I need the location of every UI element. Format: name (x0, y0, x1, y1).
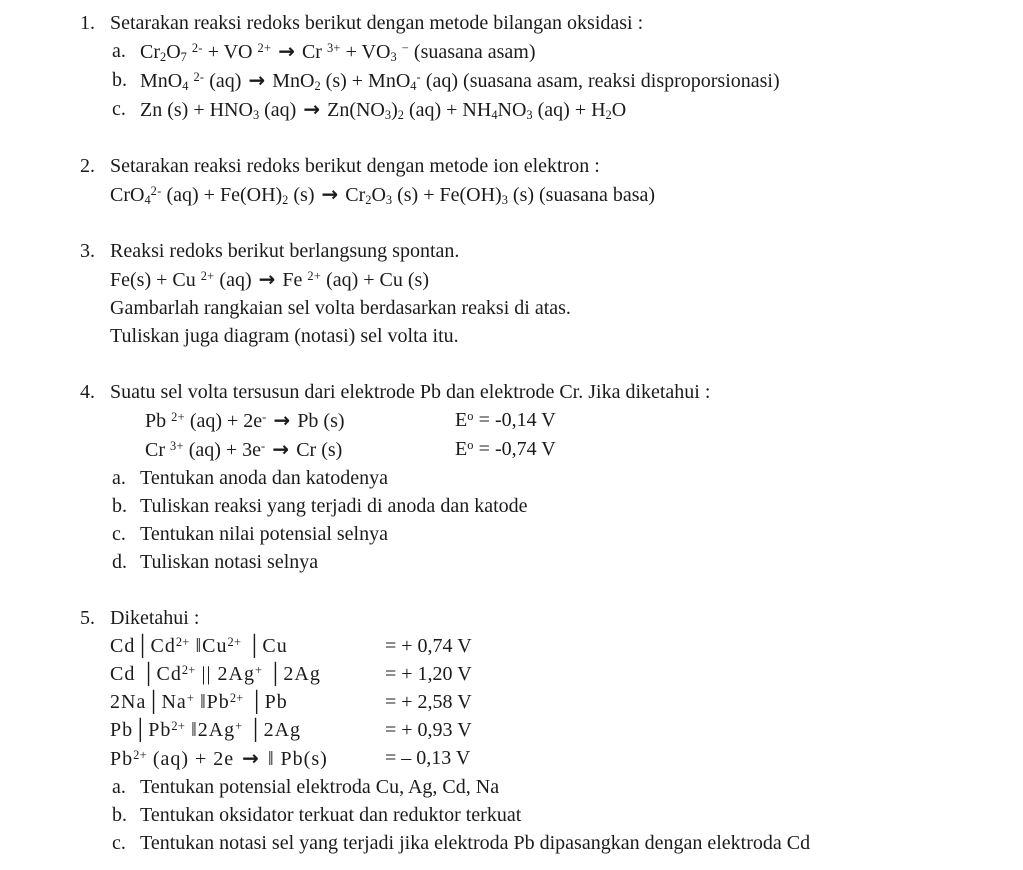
cell-potential: = – 0,13 V (385, 747, 471, 769)
cell-potential: = + 0,93 V (385, 719, 472, 741)
chemical-equation: Fe(s) + Cu $^{2+}$ (aq) → Fe $^{2+}$ (aq) + Cu (s) (110, 267, 429, 291)
question-5-part-c (112, 829, 1013, 857)
chemical-equation: Pb $^{2+}$ (aq) + 2e- → Pb (s) (145, 408, 345, 432)
right-arrow-icon: → (273, 408, 291, 432)
cell-notation-row (110, 716, 1013, 744)
part-text: Tentukan nilai potensial selnya (140, 523, 388, 545)
question-number: 1. (80, 12, 95, 34)
question-title: Suatu sel volta tersusun dari elektrode Pb dan elektrode Cr. Jika diketahui : (110, 381, 711, 403)
right-arrow-icon: → (321, 182, 339, 206)
right-arrow-icon: → (248, 68, 266, 92)
standard-potential: $E^o = -0,74$ V (455, 437, 556, 460)
question-3 (80, 237, 1013, 350)
cell-notation: $Cd│Cd^{2+}$ $‖Cu^{2+}$ │Cu (110, 634, 288, 657)
part-label: a. (112, 467, 126, 489)
cell-notation: $Pb^{2+}$ (aq) + 2e → ‖ Pb(s) (110, 746, 328, 770)
instruction-text: Gambarlah rangkaian sel volta berdasarkan reaksi di atas. (110, 297, 571, 319)
chemical-equation: MnO$_4$ $^{2-}$ (aq) → MnO$_2$ (s) + MnO$_4$- (aq) (suasana asam, reaksi disproporsionasi) (140, 68, 780, 94)
question-title: Diketahui : (110, 607, 200, 629)
question-4-part-c (112, 520, 1013, 548)
cell-notation-row (110, 744, 1013, 773)
instruction-text: Tuliskan juga diagram (notasi) sel volta itu. (110, 325, 459, 347)
part-label: b. (112, 804, 127, 826)
question-1 (80, 9, 1013, 124)
part-label: a. (112, 40, 126, 62)
part-text: Tentukan potensial elektroda Cu, Ag, Cd, Na (140, 776, 500, 798)
question-2 (80, 152, 1013, 209)
question-5-part-b (112, 801, 1013, 829)
half-reaction-row (145, 435, 1013, 464)
standard-potential: $E^o = -0,14$ V (455, 408, 556, 431)
question-number: 5. (80, 607, 95, 629)
question-1-part-c (112, 95, 1013, 124)
cell-notation: 2Na│Na+ $‖Pb^{2+}$ │Pb (110, 690, 288, 713)
right-arrow-icon: → (303, 97, 321, 121)
question-1-part-a (112, 37, 1013, 66)
chemical-equation: $Cr_2O_7$ $^{2-}$ + VO $^{2+}$ → Cr $^{3+} + VO_3$ − (suasana asam) (140, 39, 536, 65)
part-label: c. (112, 98, 126, 120)
part-label: d. (112, 551, 127, 573)
part-label: c. (112, 832, 126, 854)
part-label: c. (112, 523, 126, 545)
question-5-part-a (112, 773, 1013, 801)
question-1-part-b (112, 66, 1013, 95)
question-4-part-b (112, 492, 1013, 520)
chemical-equation: Cr $^{3+}$ (aq) + 3e- → Cr (s) (145, 437, 343, 461)
cell-notation-row (110, 660, 1013, 688)
half-reaction-row (145, 406, 1013, 435)
question-number: 3. (80, 240, 95, 262)
right-arrow-icon: → (258, 267, 276, 291)
question-5 (80, 604, 1013, 857)
right-arrow-icon: → (242, 746, 260, 770)
part-label: b. (112, 69, 127, 91)
cell-notation-row (110, 632, 1013, 660)
chemical-equation: Zn $(s) + HNO_3$ $(aq) \to Zn(NO_3)_2$ $(aq) + NH_4NO_3$ $(aq) + H_2O$ (140, 97, 627, 123)
part-text: Tuliskan notasi selnya (140, 551, 319, 573)
question-4-part-d (112, 548, 1013, 576)
question-title: Reaksi redoks berikut berlangsung spontan. (110, 240, 460, 262)
right-arrow-icon: → (278, 39, 295, 63)
part-label: b. (112, 495, 127, 517)
question-number: 2. (80, 155, 95, 177)
question-4-part-a (112, 464, 1013, 492)
question-title: Setarakan reaksi redoks berikut dengan metode bilangan oksidasi : (110, 12, 644, 34)
part-text: Tentukan anoda dan katodenya (140, 467, 388, 489)
cell-potential: = + 2,58 V (385, 691, 472, 713)
cell-notation: $Pb│Pb^{2+}$ ‖2Ag+ │2Ag (110, 718, 302, 741)
right-arrow-icon: → (272, 437, 290, 461)
chemical-equation: CrO$_4^{2-}$ $(aq) + Fe(OH)_2$ $(s) \to Cr_2O_3$ $(s) + Fe(OH)_3$ (s) (suasana basa) (110, 182, 656, 208)
question-title: Setarakan reaksi redoks berikut dengan metode ion elektron : (110, 155, 600, 177)
cell-notation: Cd $│Cd^{2+}$ || 2Ag+ │2Ag (110, 662, 321, 685)
cell-notation-row (110, 688, 1013, 716)
part-text: Tentukan oksidator terkuat dan reduktor terkuat (140, 804, 522, 826)
cell-potential: = + 1,20 V (385, 663, 472, 685)
question-number: 4. (80, 381, 95, 403)
cell-potential: = + 0,74 V (385, 635, 472, 657)
part-text: Tentukan notasi sel yang terjadi jika elektroda Pb dipasangkan dengan elektroda Cd (140, 832, 811, 854)
part-label: a. (112, 776, 126, 798)
question-4 (80, 378, 1013, 576)
part-text: Tuliskan reaksi yang terjadi di anoda dan katode (140, 495, 528, 517)
